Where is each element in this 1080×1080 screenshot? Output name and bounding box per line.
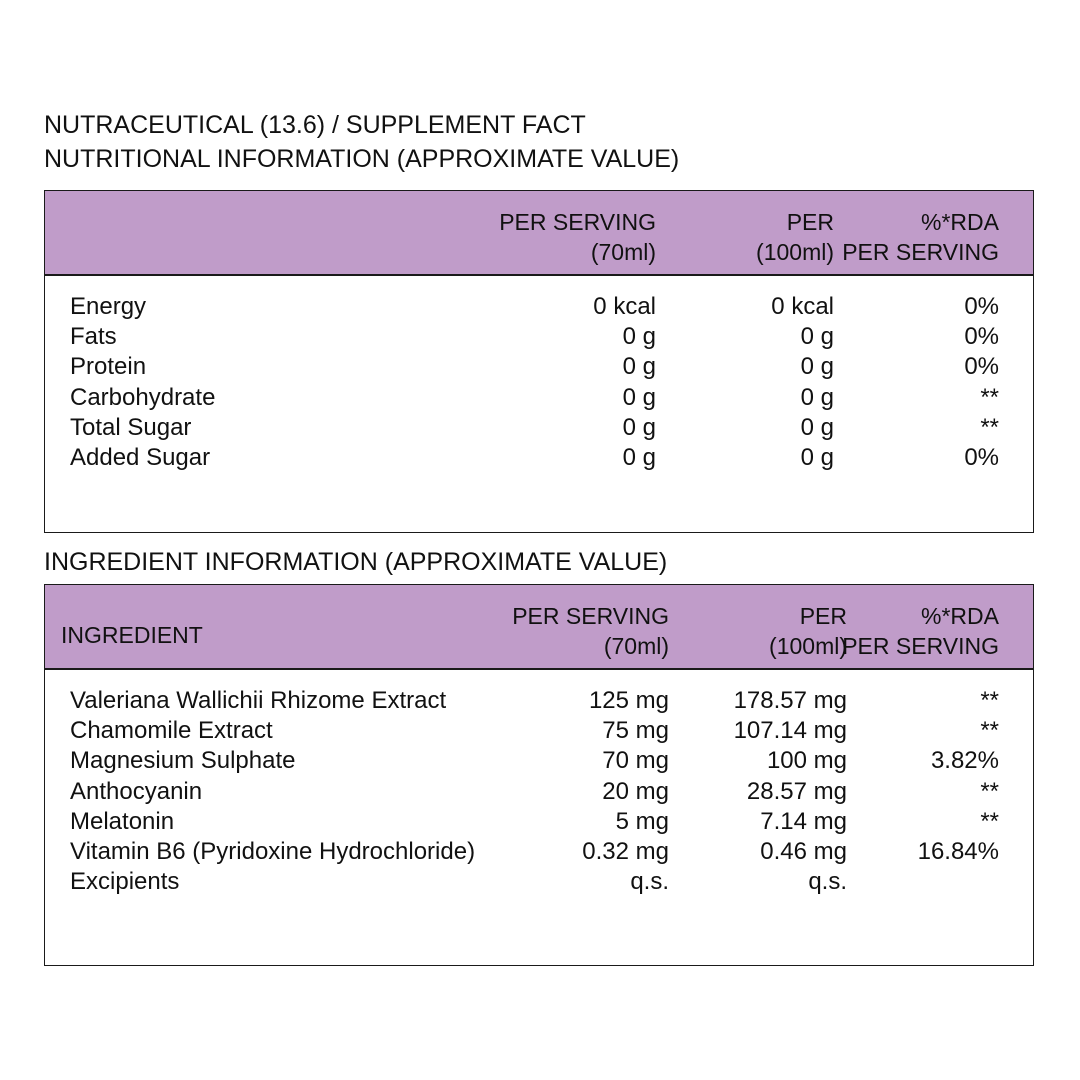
row-per-serving: 0 kcal [593, 293, 656, 320]
row-rda: ** [980, 413, 999, 441]
row-name: Magnesium Sulphate [70, 747, 296, 775]
table-row [45, 413, 1033, 443]
header-per-100ml: PER (100ml) [769, 603, 847, 659]
row-per-serving: 75 mg [602, 717, 669, 745]
header-per-serving: PER SERVING (70ml) [499, 209, 656, 265]
row-per-serving: 0 g [622, 323, 656, 351]
row-name: Chamomile Extract [70, 717, 273, 745]
label-title: NUTRACEUTICAL (13.6) / SUPPLEMENT FACT [44, 111, 586, 139]
row-per-serving: q.s. [630, 868, 669, 896]
table-row [45, 443, 1033, 473]
row-per-serving: 20 mg [602, 777, 669, 805]
row-per-100ml: 0 g [800, 323, 834, 351]
nutrition-table-header [45, 191, 1033, 276]
row-name: Vitamin B6 (Pyridoxine Hydrochloride) [70, 837, 476, 865]
row-per-serving: 0 g [622, 443, 656, 471]
row-per-serving: 0 g [622, 383, 656, 411]
table-row [45, 746, 1033, 776]
table-row [45, 686, 1033, 716]
row-per-100ml: 100 mg [766, 747, 847, 775]
table-row [45, 716, 1033, 746]
row-per-100ml: 0.46 mg [760, 837, 847, 865]
row-per-100ml: 7.14 mg [760, 807, 847, 835]
row-rda: 0% [964, 293, 999, 320]
row-per-100ml: 107.14 mg [733, 717, 847, 745]
row-per-serving: 5 mg [615, 807, 669, 835]
table-row [45, 777, 1033, 807]
row-per-serving: 70 mg [602, 747, 669, 775]
table-row [45, 383, 1033, 413]
nutrition-table [44, 190, 1034, 533]
row-name: Excipients [70, 868, 180, 896]
header-rda: %*RDA PER SERVING [842, 209, 999, 265]
row-name: Energy [70, 293, 147, 320]
ingredient-section-title: INGREDIENT INFORMATION (APPROXIMATE VALUE) [44, 548, 668, 576]
nutrition-section-title: NUTRITIONAL INFORMATION (APPROXIMATE VALUE) [44, 145, 680, 173]
header-per-100ml: PER (100ml) [756, 209, 834, 265]
header-ingredient: INGREDIENT [61, 622, 203, 648]
row-per-100ml: q.s. [808, 868, 847, 896]
row-rda: 0% [964, 323, 999, 351]
row-per-100ml: 28.57 mg [746, 777, 847, 805]
header-per-serving: PER SERVING (70ml) [512, 603, 669, 659]
row-per-100ml: 178.57 mg [733, 687, 847, 714]
row-rda: 0% [964, 353, 999, 381]
row-name: Carbohydrate [70, 383, 216, 411]
row-rda: ** [980, 807, 999, 835]
row-name: Fats [70, 323, 117, 351]
row-per-100ml: 0 g [800, 443, 834, 471]
row-per-100ml: 0 g [800, 353, 834, 381]
table-row [45, 352, 1033, 382]
nutrition-rows [45, 292, 1033, 473]
row-rda: ** [980, 383, 999, 411]
row-name: Protein [70, 353, 147, 381]
table-row [45, 322, 1033, 352]
row-name: Total Sugar [70, 413, 192, 441]
table-row [45, 837, 1033, 867]
row-per-serving: 125 mg [588, 687, 669, 714]
row-per-serving: 0.32 mg [582, 837, 669, 865]
row-name: Anthocyanin [70, 777, 203, 805]
row-rda: ** [980, 777, 999, 805]
table-row [45, 807, 1033, 837]
row-name: Valeriana Wallichii Rhizome Extract [70, 687, 447, 714]
row-rda: ** [980, 717, 999, 745]
row-name: Melatonin [70, 807, 175, 835]
table-row [45, 292, 1033, 322]
table-row [45, 867, 1033, 897]
row-per-100ml: 0 kcal [771, 293, 834, 320]
row-name: Added Sugar [70, 443, 211, 471]
row-rda: 16.84% [917, 837, 999, 865]
ingredient-rows [45, 686, 1033, 897]
row-per-100ml: 0 g [800, 383, 834, 411]
row-rda: 0% [964, 443, 999, 471]
ingredient-table [44, 584, 1034, 966]
header-rda: %*RDA PER SERVING [842, 603, 999, 659]
row-rda: 3.82% [930, 747, 999, 775]
row-rda: ** [980, 687, 999, 714]
row-per-serving: 0 g [622, 353, 656, 381]
row-per-100ml: 0 g [800, 413, 834, 441]
ingredient-table-header [45, 585, 1033, 670]
row-per-serving: 0 g [622, 413, 656, 441]
